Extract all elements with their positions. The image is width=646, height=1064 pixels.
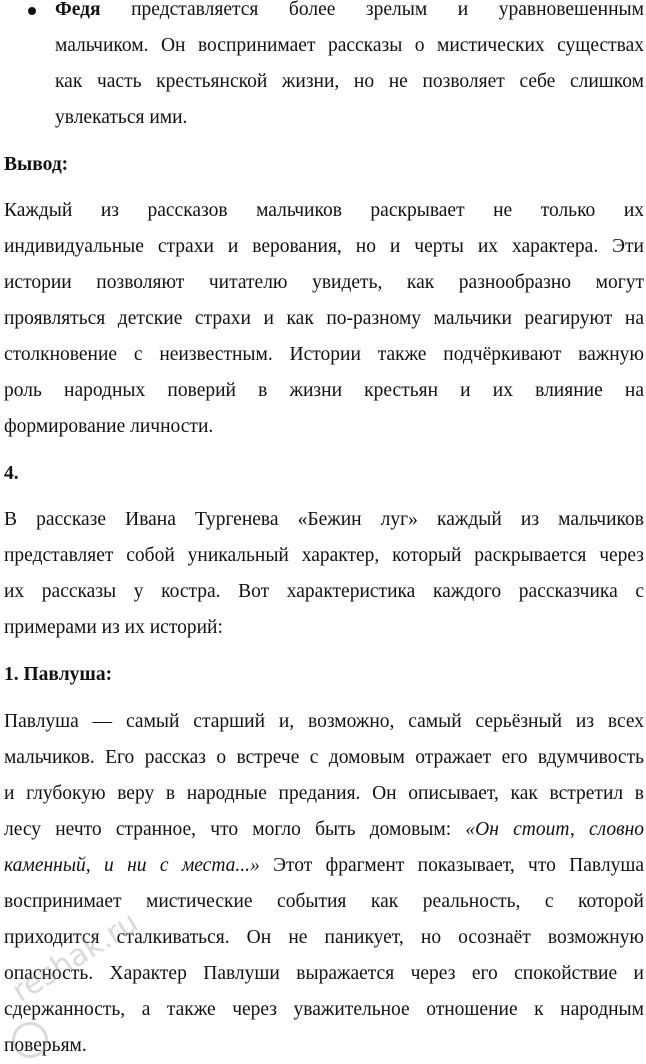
pavlusha-quote-end: каменный, и ни с места...» xyxy=(4,855,260,876)
pavlusha-line-2: мальчиков. Его рассказ о встрече с домовым отражает его вдумчивость xyxy=(4,747,644,768)
intro-line-4: примерами из их историй: xyxy=(4,617,223,638)
intro-line-1: В рассказе Ивана Тургенева «Бежин луг» каждый из мальчиков xyxy=(4,509,644,530)
bullet-line-3: как часть крестьянской жизни, но не позволяет себе слишком xyxy=(55,71,644,92)
pavlusha-line-5 xyxy=(4,854,644,878)
pavlusha-line-6: воспринимает мистические события как реальность, с которой xyxy=(4,891,644,912)
pavlusha-line-7: приходится сталкиваться. Он не паникует, но осознаёт возможную xyxy=(4,927,644,948)
pavlusha-line-4 xyxy=(4,818,644,842)
conclusion-line-2: индивидуальные страхи и верования, но и черты их характера. Эти xyxy=(4,236,644,257)
bullet-line-4: увлекаться ими. xyxy=(55,107,188,128)
pavlusha-line-5-plain: Этот фрагмент показывает, что Павлуша xyxy=(273,855,645,876)
conclusion-line-3: истории позволяют читателю увидеть, как разнообразно могут xyxy=(4,272,644,293)
pavlusha-line-9: сдержанность, а также через уважительное отношение к народным xyxy=(4,999,644,1020)
bullet-text: представляется более зрелым и уравновешенным xyxy=(131,0,644,20)
pavlusha-line-4-plain: лесу нечто странное, что могло быть домовым: xyxy=(4,819,452,840)
intro-line-2: представляет собой уникальный характер, который раскрывается через xyxy=(4,545,644,566)
bullet-name: Федя xyxy=(55,0,101,20)
pavlusha-line-1: Павлуша — самый старший и, возможно, самый серьёзный из всех xyxy=(4,711,644,732)
pavlusha-quote-start: «Он стоит, словно xyxy=(465,819,644,840)
pavlusha-line-10: поверьям. xyxy=(4,1035,87,1056)
bullet-line-2: мальчиком. Он воспринимает рассказы о мистических существах xyxy=(55,35,644,56)
conclusion-line-6: роль народных поверий в жизни крестьян и их влияние на xyxy=(4,380,644,401)
conclusion-line-1: Каждый из рассказов мальчиков раскрывает не только их xyxy=(4,200,644,221)
pavlusha-line-8: опасность. Характер Павлуши выражается через его спокойствие и xyxy=(4,963,644,984)
bullet-dot-icon xyxy=(28,7,36,15)
conclusion-line-5: столкновение с неизвестным. Истории также подчёркивают важную xyxy=(4,344,644,365)
pavlusha-heading: 1. Павлуша: xyxy=(4,664,113,685)
conclusion-line-4: проявляться детские страхи и как по-разному мальчики реагируют на xyxy=(4,308,644,329)
pavlusha-line-3: и глубокую веру в народные предания. Он описывает, как встретил в xyxy=(4,783,644,804)
conclusion-heading: Вывод: xyxy=(4,154,69,175)
conclusion-line-7: формирование личности. xyxy=(4,416,214,437)
bullet-line-1 xyxy=(55,0,644,22)
watermark: reshak.ru xyxy=(6,905,145,1010)
intro-line-3: их рассказы у костра. Вот характеристика каждого рассказчика с xyxy=(4,581,644,602)
section-number: 4. xyxy=(4,463,19,484)
